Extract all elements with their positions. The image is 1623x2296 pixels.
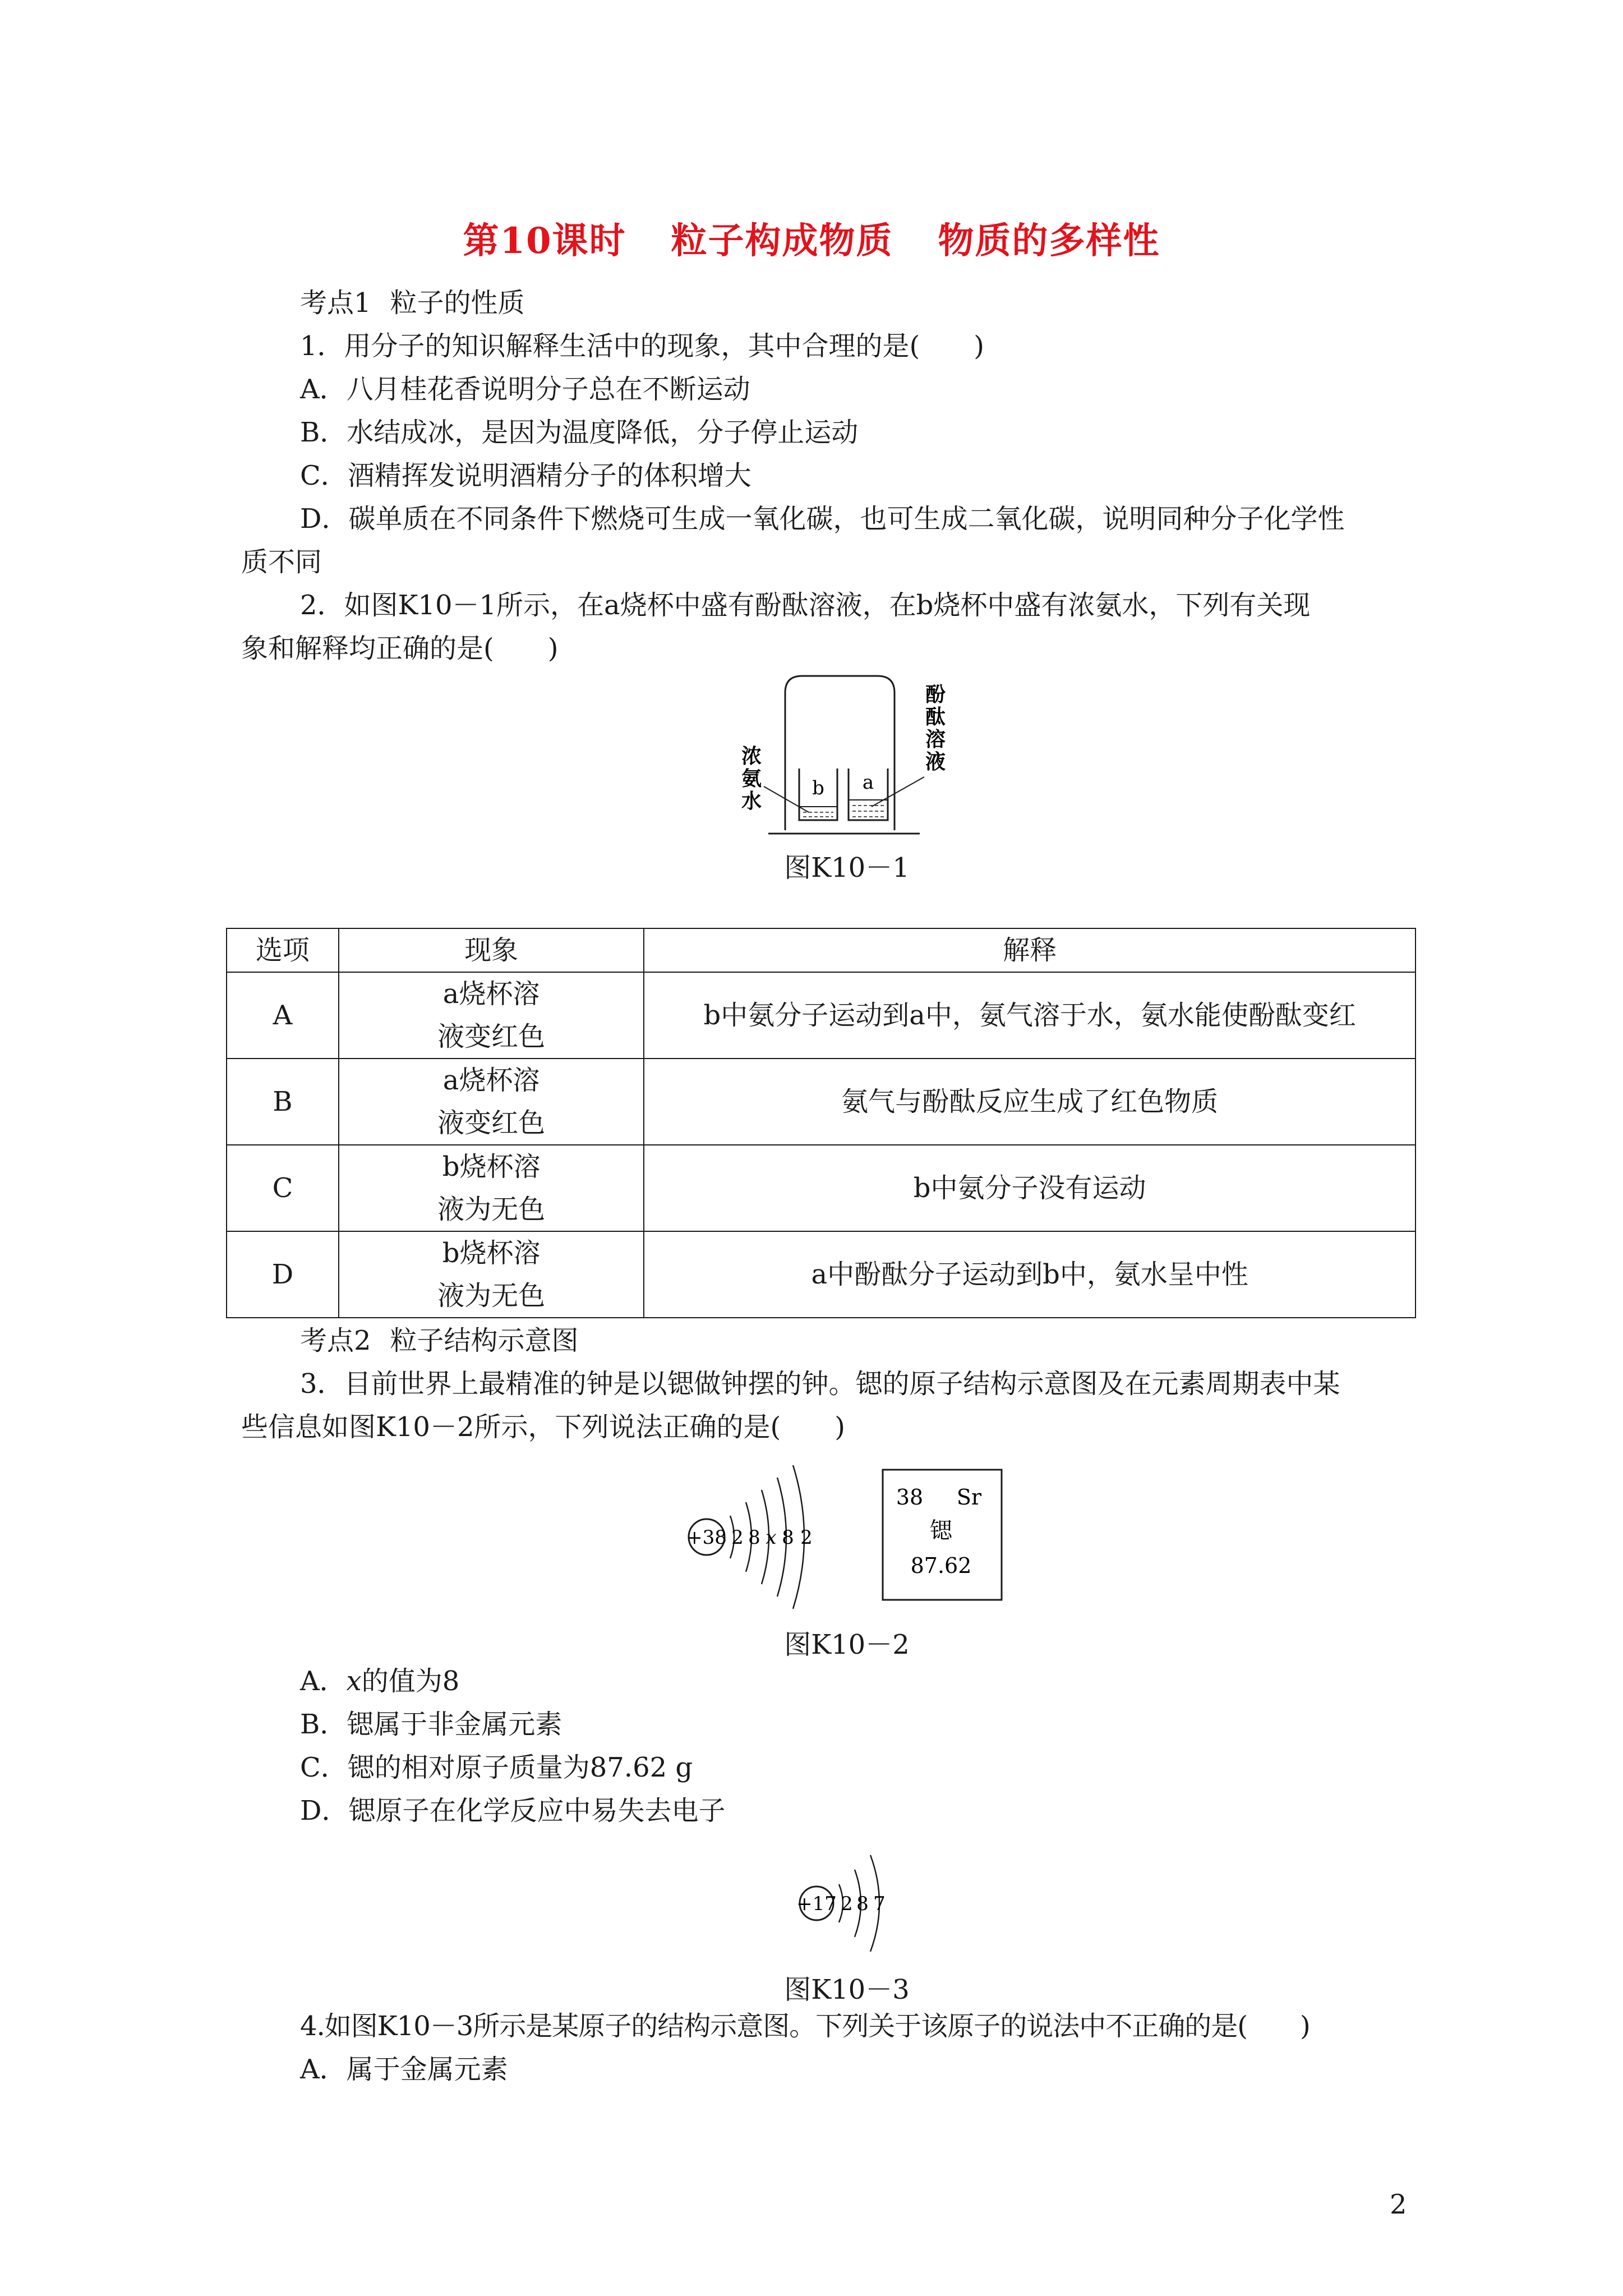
label-ammonia-3: 水: [741, 789, 762, 813]
q3-option-c: C．锶的相对原子质量为87.62 g: [300, 1752, 693, 1783]
table-header-row: [227, 928, 1415, 972]
title-topic1: 粒子构成物质: [671, 220, 893, 262]
page-title: [0, 212, 1623, 264]
label-phenolphthalein-4: 液: [925, 750, 946, 774]
shell-electrons: 2: [800, 1526, 813, 1549]
atomic-mass: 87.62: [910, 1553, 972, 1578]
cell-explanation: a中酚酞分子运动到b中，氨水呈中性: [644, 1231, 1415, 1318]
nucleus-charge: +17: [796, 1893, 837, 1915]
cell-phenomenon: [339, 1145, 644, 1231]
cell-phenomenon: [339, 972, 644, 1059]
beaker-b-label: b: [812, 777, 824, 799]
q3-option-b: B．锶属于非金属元素: [300, 1709, 562, 1740]
table-row: [227, 1145, 1415, 1231]
q1-option-a: A．八月桂花香说明分子总在不断运动: [300, 374, 750, 405]
header-explanation: 解释: [644, 928, 1415, 972]
shell-electrons: 8: [748, 1526, 760, 1549]
phenomenon-line: a烧杯溶: [442, 978, 540, 1010]
option-variable: x: [346, 1665, 362, 1697]
strontium-atom-diagram: [679, 1453, 836, 1621]
q3-stem-cont: 些信息如图K10－2所示，下列说法正确的是( ): [241, 1411, 845, 1443]
q1-stem: 1．用分子的知识解释生活中的现象，其中合理的是( ): [300, 330, 984, 362]
phenomenon-line: 液为无色: [437, 1280, 546, 1312]
section-heading-2: [300, 1324, 579, 1358]
shell-electrons: 7: [873, 1893, 886, 1915]
figure-k10-1-caption: 图K10－1: [784, 852, 910, 884]
table-row: [227, 972, 1415, 1059]
label-phenolphthalein-1: 酚: [925, 683, 946, 706]
q3-option-a: [300, 1664, 459, 1698]
figure-k10-1: [735, 662, 959, 841]
title-topic2: 物质的多样性: [938, 220, 1160, 262]
beaker-a-label: a: [862, 771, 874, 794]
figure-k10-3-caption: 图K10－3: [784, 1974, 910, 2005]
section-label: 考点2: [300, 1325, 371, 1356]
q4-stem: 4.如图K10－3所示是某原子的结构示意图。下列关于该原子的说法中不正确的是( ): [300, 2010, 1310, 2042]
element-symbol: Sr: [956, 1485, 982, 1510]
phenomenon-line: b烧杯溶: [442, 1237, 541, 1269]
cell-explanation: b中氨分子没有运动: [644, 1145, 1415, 1231]
phenomenon-line: b烧杯溶: [442, 1151, 541, 1182]
label-phenolphthalein-3: 溶: [925, 728, 946, 751]
answer-table: [226, 928, 1416, 1318]
phenomenon-line: 液变红色: [437, 1021, 546, 1052]
q3-option-d: D．锶原子在化学反应中易失去电子: [300, 1795, 726, 1826]
shell-electrons: 2: [841, 1893, 853, 1915]
cell-explanation: b中氨分子运动到a中，氨气溶于水，氨水能使酚酞变红: [644, 972, 1415, 1059]
q1-option-d-cont: 质不同: [241, 546, 322, 578]
shell-electrons-unknown: x: [766, 1526, 777, 1549]
q2-stem: 2．如图K10－1所示，在a烧杯中盛有酚酞溶液，在b烧杯中盛有浓氨水，下列有关现: [300, 590, 1311, 621]
cell-option: D: [227, 1231, 339, 1318]
phenomenon-line: a烧杯溶: [442, 1065, 540, 1096]
phenomenon-line: 液变红色: [437, 1107, 546, 1139]
cell-phenomenon: [339, 1059, 644, 1145]
cell-option: A: [227, 972, 339, 1059]
section-label: 考点1: [300, 287, 371, 319]
label-ammonia-2: 氨: [741, 767, 762, 790]
label-phenolphthalein-2: 酞: [925, 705, 946, 729]
table-row: [227, 1059, 1415, 1145]
periodic-table-card: [882, 1469, 1005, 1603]
cell-phenomenon: [339, 1231, 644, 1318]
header-phenomenon: 现象: [339, 928, 644, 972]
cell-explanation: 氨气与酚酞反应生成了红色物质: [644, 1059, 1415, 1145]
q1-option-c: C．酒精挥发说明酒精分子的体积增大: [300, 460, 751, 491]
header-option: 选项: [227, 928, 339, 972]
title-lesson: 第10课时: [463, 220, 626, 262]
cell-option: B: [227, 1059, 339, 1145]
section-name: 粒子的性质: [390, 287, 525, 319]
shell-electrons: 2: [731, 1526, 744, 1549]
section-name: 粒子结构示意图: [390, 1325, 579, 1356]
leader-line-ammonia: [764, 786, 809, 812]
phenomenon-line: 液为无色: [437, 1194, 546, 1225]
chlorine-atom-diagram: [785, 1837, 909, 1966]
atomic-number: 38: [896, 1485, 924, 1510]
q2-stem-cont: 象和解释均正确的是( ): [241, 633, 559, 664]
option-prefix: A．: [300, 1665, 347, 1697]
shell-electrons: 8: [856, 1893, 869, 1915]
cell-option: C: [227, 1145, 339, 1231]
figure-k10-2-caption: 图K10－2: [784, 1629, 910, 1660]
element-name: 锶: [930, 1518, 952, 1544]
label-ammonia-1: 浓: [741, 744, 762, 768]
q1-option-d: D．碳单质在不同条件下燃烧可生成一氧化碳，也可生成二氧化碳，说明同种分子化学性: [300, 503, 1345, 535]
nucleus-charge: +38: [686, 1526, 727, 1549]
q1-option-b: B．水结成冰，是因为温度降低，分子停止运动: [300, 417, 859, 448]
page-number: 2: [1390, 2189, 1407, 2220]
shell-electrons: 8: [782, 1526, 794, 1549]
table-row: [227, 1231, 1415, 1318]
leader-line-phenolphthalein: [872, 777, 924, 807]
section-heading-1: [300, 286, 525, 320]
q4-option-a: A．属于金属元素: [300, 2054, 508, 2085]
option-text: 的值为8: [361, 1665, 460, 1697]
q3-stem: 3．目前世界上最精准的钟是以锶做钟摆的钟。锶的原子结构示意图及在元素周期表中某: [300, 1368, 1340, 1400]
